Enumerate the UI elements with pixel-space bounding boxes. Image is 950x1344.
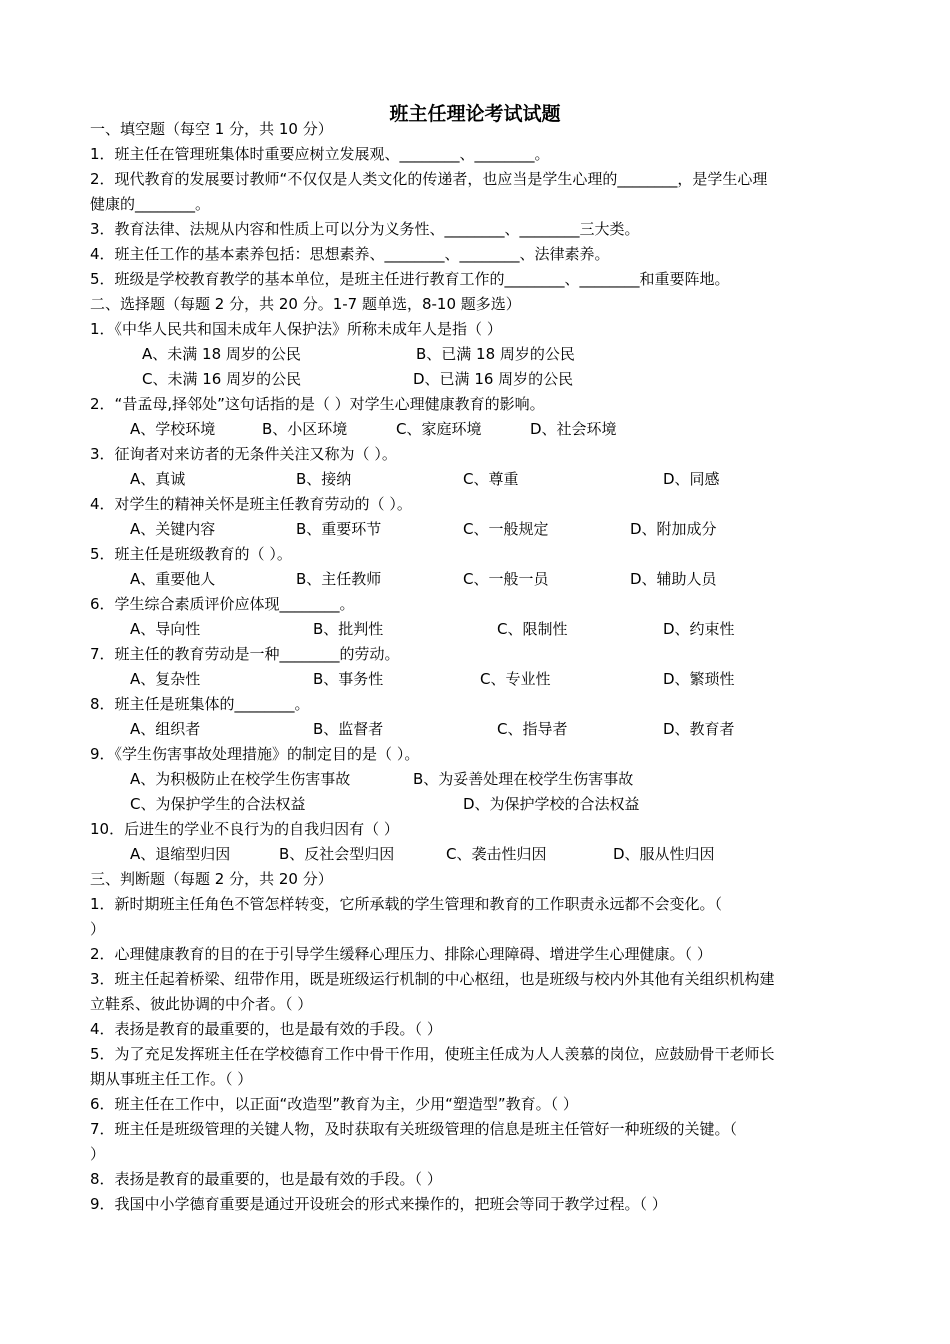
text-line: ） [90, 920, 106, 938]
text-line: A、组织者 [130, 720, 201, 738]
text-line: A、退缩型归因 [130, 845, 231, 863]
text-line: C、未满 16 周岁的公民 [142, 370, 302, 388]
text-line: C、一般一员 [463, 570, 549, 588]
text-line: 健康的________。 [90, 195, 211, 213]
text-line: A、导向性 [130, 620, 201, 638]
text-line: B、重要环节 [296, 520, 382, 538]
text-line: C、为保护学生的合法权益 [130, 795, 306, 813]
text-line: 6．班主任在工作中，以正面“改造型”教育为主，少用“塑造型”教育。（ ） [90, 1095, 578, 1113]
text-line: C、指导者 [497, 720, 568, 738]
text-line: 4．对学生的精神关怀是班主任教育劳动的（ ）。 [90, 495, 412, 513]
text-line: 7．班主任的教育劳动是一种________的劳动。 [90, 645, 400, 663]
text-line: C、尊重 [463, 470, 519, 488]
text-line: C、一般规定 [463, 520, 549, 538]
text-line: 4．班主任工作的基本素养包括：思想素养、________、________、法律素养。 [90, 245, 610, 263]
text-line: 1．《中华人民共和国未成年人保护法》所称未成年人是指（ ） [90, 320, 502, 338]
text-line: 立鞋系、彼此协调的中介者。（ ） [90, 995, 313, 1013]
text-line: 7．班主任是班级管理的关键人物，及时获取有关班级管理的信息是班主任管好一种班级的关键。（ [90, 1120, 738, 1138]
text-line: 8．表扬是教育的最重要的，也是最有效的手段。（ ） [90, 1170, 442, 1188]
text-line: C、家庭环境 [396, 420, 482, 438]
text-line: A、复杂性 [130, 670, 201, 688]
text-line: D、约束性 [663, 620, 735, 638]
text-line: ） [90, 1145, 106, 1163]
text-line: 2．心理健康教育的目的在于引导学生缓释心理压力、排除心理障碍、增进学生心理健康。（ ） [90, 945, 712, 963]
text-line: 二、选择题（每题 2 分，共 20 分。1-7 题单选，8-10 题多选） [90, 295, 521, 313]
text-line: D、已满 16 周岁的公民 [413, 370, 574, 388]
text-line: 5．班主任是班级教育的（ ）。 [90, 545, 292, 563]
text-line: D、繁琐性 [663, 670, 735, 688]
text-line: 一、填空题（每空 1 分，共 10 分） [90, 120, 333, 138]
page-title: 班主任理论考试试题 [389, 103, 561, 125]
text-line: B、事务性 [313, 670, 384, 688]
text-line: 1．班主任在管理班集体时重要应树立发展观、________、________。 [90, 145, 550, 163]
text-line: B、接纳 [296, 470, 352, 488]
text-line: 9．我国中小学德育重要是通过开设班会的形式来操作的，把班会等同于教学过程。（ ） [90, 1195, 667, 1213]
text-line: B、为妥善处理在校学生伤害事故 [413, 770, 634, 788]
text-line: 10．后进生的学业不良行为的自我归因有（ ） [90, 820, 399, 838]
text-line: C、限制性 [497, 620, 568, 638]
text-line: 3．教育法律、法规从内容和性质上可以分为义务性、________、________三大类。 [90, 220, 640, 238]
text-line: D、社会环境 [530, 420, 617, 438]
text-line: 9．《学生伤害事故处理措施》的制定目的是（ ）。 [90, 745, 420, 763]
text-line: 3．班主任起着桥梁、纽带作用，既是班级运行机制的中心枢纽，也是班级与校内外其他有关组织机构建 [90, 970, 775, 988]
text-line: D、为保护学校的合法权益 [463, 795, 640, 813]
text-line: 2．现代教育的发展要讨教师“不仅仅是人类文化的传递者，也应当是学生心理的________，是学生心理 [90, 170, 768, 188]
text-line: B、批判性 [313, 620, 384, 638]
text-line: A、真诚 [130, 470, 186, 488]
text-line: A、学校环境 [130, 420, 216, 438]
text-line: B、监督者 [313, 720, 384, 738]
text-line: 1．新时期班主任角色不管怎样转变，它所承载的学生管理和教育的工作职责永远都不会变化。（ [90, 895, 723, 913]
text-line: C、专业性 [480, 670, 551, 688]
text-line: B、小区环境 [262, 420, 348, 438]
text-line: C、袭击性归因 [446, 845, 547, 863]
text-line: D、教育者 [663, 720, 735, 738]
text-line: B、主任教师 [296, 570, 382, 588]
text-line: A、为积极防止在校学生伤害事故 [130, 770, 351, 788]
text-line: 5．为了充足发挥班主任在学校德育工作中骨干作用，使班主任成为人人羡慕的岗位，应鼓励骨干老师长 [90, 1045, 775, 1063]
text-line: D、同感 [663, 470, 720, 488]
text-line: A、未满 18 周岁的公民 [142, 345, 301, 363]
text-line: 5．班级是学校教育教学的基本单位，是班主任进行教育工作的________、________和重要阵地。 [90, 270, 730, 288]
text-line: 8．班主任是班集体的________。 [90, 695, 310, 713]
text-line: 三、判断题（每题 2 分，共 20 分） [90, 870, 333, 888]
text-line: 3．征询者对来访者的无条件关注又称为（ ）。 [90, 445, 397, 463]
text-line: B、已满 18 周岁的公民 [416, 345, 575, 363]
text-line: 期从事班主任工作。（ ） [90, 1070, 253, 1088]
text-line: A、重要他人 [130, 570, 216, 588]
text-line: 6．学生综合素质评价应体现________。 [90, 595, 355, 613]
text-line: 4．表扬是教育的最重要的，也是最有效的手段。（ ） [90, 1020, 442, 1038]
text-line: D、附加成分 [630, 520, 717, 538]
text-line: D、服从性归因 [613, 845, 715, 863]
text-line: D、辅助人员 [630, 570, 717, 588]
text-line: 2．“昔孟母,择邻处”这句话指的是（ ）对学生心理健康教育的影响。 [90, 395, 545, 413]
text-line: A、关键内容 [130, 520, 216, 538]
text-line: B、反社会型归因 [279, 845, 395, 863]
